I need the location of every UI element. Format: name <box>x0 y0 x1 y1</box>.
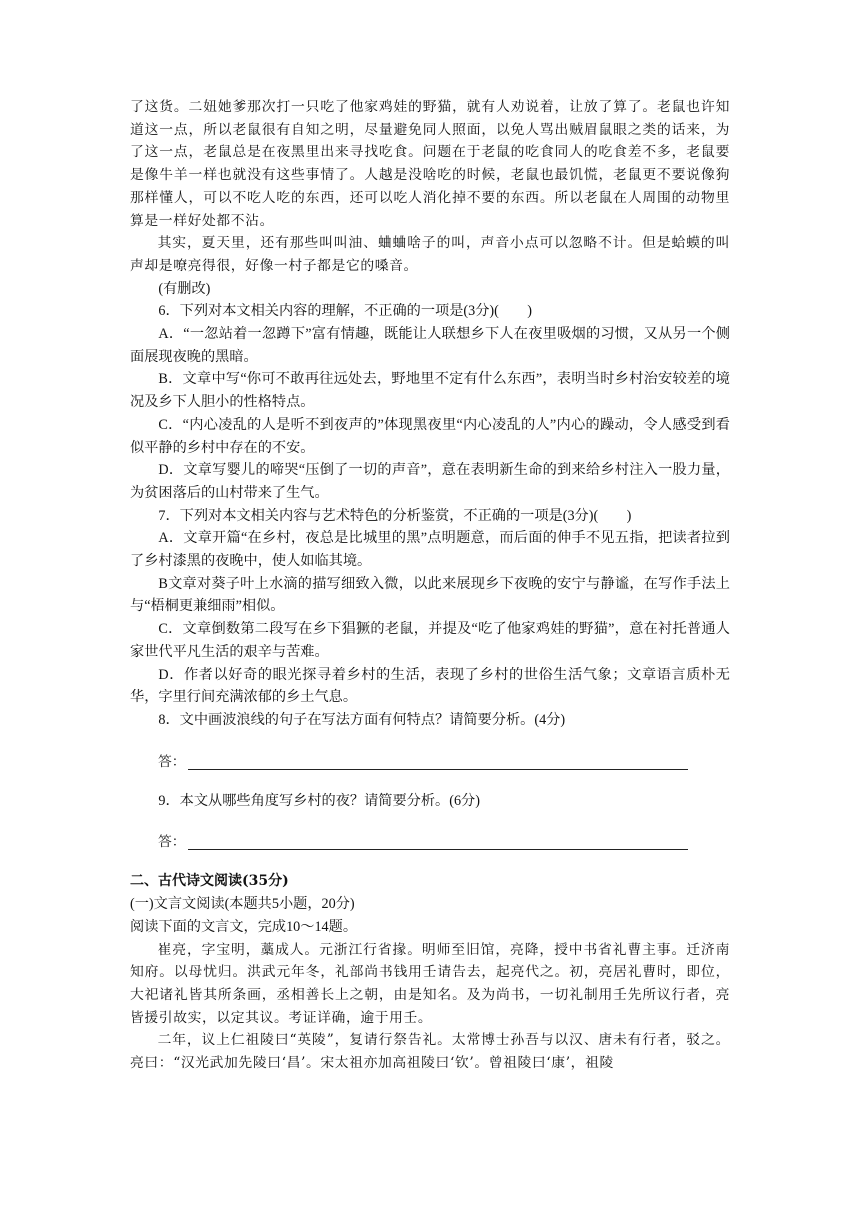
question-7-option-c: C．文章倒数第二段写在乡下猖獗的老鼠，并提及“吃了他家鸡娃的野猫”，意在衬托普通人家世代平凡生活的艰辛与苦难。 <box>130 621 730 660</box>
section-instruction: 阅读下面的文言文，完成10～14题。 <box>130 918 358 935</box>
answer-label: 答： <box>158 753 186 770</box>
document-page <box>130 96 730 1075</box>
passage-paragraph: 其实，夏天里，还有那些叫叫油、蛐蛐啥子的叫，声音小点可以忽略不计。但是蛤蟆的叫声却是嘹亮得很，好像一村子都是它的嗓音。 <box>130 235 730 274</box>
answer-line[interactable] <box>188 835 688 850</box>
question-8-answer[interactable] <box>130 748 730 770</box>
section-subtitle: (一)文言文阅读(本题共5小题，20分) <box>130 896 355 913</box>
source-note: (有删改) <box>158 280 211 297</box>
answer-label: 答： <box>158 834 186 851</box>
question-7-option-d: D．作者以好奇的眼光探寻着乡村的生活，表现了乡村的世俗生活气象；文章语言质朴无华，字里行间充满浓郁的乡土气息。 <box>130 666 730 706</box>
question-9-answer[interactable] <box>130 828 730 850</box>
question-6-option-d: D．文章写婴儿的啼哭“压倒了一切的声音”，意在表明新生命的到来给乡村注入一股力量，为贫困落后的山村带来了生气。 <box>130 462 730 501</box>
question-7-option-b: B文章对葵子叶上水滴的描写细致入微，以此来展现乡下夜晚的安宁与静谧，在写作手法上与“梧桐更兼细雨”相似。 <box>130 575 730 615</box>
question-9-stem: 9．本文从哪些角度写乡村的夜？请简要分析。(6分) <box>158 792 480 809</box>
question-7-option-a: A．文章开篇“在乡村，夜总是比城里的黑”点明题意，而后面的伸手不见五指，把读者拉到了乡村漆黑的夜晚中，使人如临其境。 <box>130 530 730 570</box>
section-title: 二、古代诗文阅读(35分) <box>130 873 289 890</box>
question-6-option-b: B．文章中写“你可不敢再往远处去，野地里不定有什么东西”，表明当时乡村治安较差的境况及乡下人胆小的性格特点。 <box>130 371 730 411</box>
passage-paragraph: 了这货。二妞她爹那次打一只吃了他家鸡娃的野猫，就有人劝说着，让放了算了。老鼠也许知道这一点，所以老鼠很有自知之明，尽量避免同人照面，以免人骂出贼眉鼠眼之类的话来，为了这一点，老鼠总是在夜黑里出来寻找吃食。问题在于老鼠的吃食同人的吃食差不多，老鼠要是像牛羊一样也就没有这些事情了。人越是没啥吃的时候，老鼠也最饥慌，老鼠更不要说像狗那样懂人，可以不吃人吃的东西，还可以吃人消化掉不要的东西。所以老鼠在人周围的动物里算是一样好处都不沾。 <box>130 99 730 229</box>
classical-paragraph: 二年，议上仁祖陵曰“英陵”，复请行祭告礼。太常博士孙吾与以汉、唐未有行者，驳之。亮曰：“汉光武加先陵曰‘昌’。宋太祖亦加高祖陵曰‘钦’。曾祖陵曰‘康’，祖陵 <box>130 1032 730 1072</box>
question-6-stem: 6．下列对本文相关内容的理解，不正确的一项是(3分)( ) <box>158 303 532 320</box>
question-6-option-c: C．“内心凌乱的人是听不到夜声的”体现黑夜里“内心凌乱的人”内心的躁动，令人感受到看似平静的乡村中存在的不安。 <box>130 416 730 456</box>
question-8-stem: 8．文中画波浪线的句子在写法方面有何特点？请简要分析。(4分) <box>158 711 566 728</box>
question-7-stem: 7．下列对本文相关内容与艺术特色的分析鉴赏，不正确的一项是(3分)( ) <box>158 507 632 524</box>
question-6-option-a: A．“一忽站着一忽蹲下”富有情趣，既能让人联想乡下人在夜里吸烟的习惯，又从另一个侧面展现夜晚的黑暗。 <box>130 326 730 365</box>
answer-line[interactable] <box>188 755 688 770</box>
classical-paragraph: 崔亮，字宝明，藁成人。元浙江行省掾。明师至旧馆，亮降，授中书省礼曹主事。迁济南知府。以母忧归。洪武元年冬，礼部尚书钱用壬请告去，起亮代之。初，亮居礼曹时，即位，大祀诸礼皆其所条画，丞相善长上之朝，由是知名。及为尚书，一切礼制用壬先所议行者，亮皆援引故实，以定其议。考证详确，逾于用壬。 <box>130 941 730 1026</box>
